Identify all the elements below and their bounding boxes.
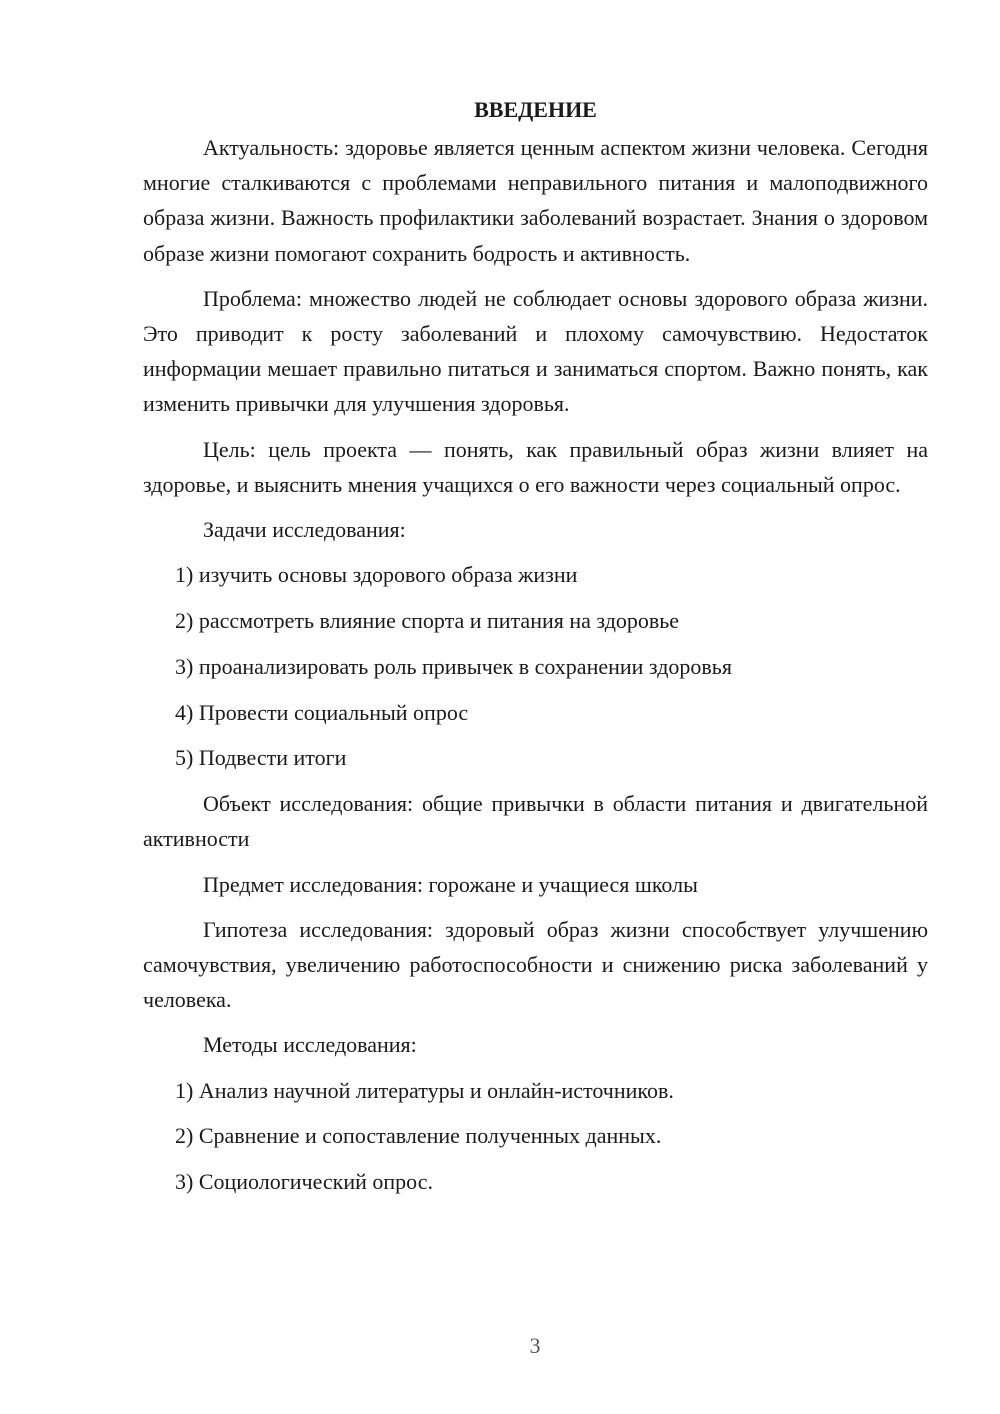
relevance-paragraph: Актуальность: здоровье является ценным аспектом жизни человека. Сегодня многие сталкиваются с проблемами неправильного питания и малоподвижного образа жизни. Важность профилактики заболеваний возрастает. Знания о здоровом образе жизни помогают сохранить бодрость и активность. [143,135,928,266]
list-item: 1) Анализ научной литературы и онлайн-источников. [175,1077,674,1103]
object-paragraph: Объект исследования: общие привычки в области питания и двигательной активности [143,791,928,852]
tasks-title: Задачи исследования: [203,517,406,543]
list-item: 1) изучить основы здорового образа жизни [175,562,578,588]
list-item: 2) рассмотреть влияние спорта и питания на здоровье [175,608,680,634]
page-number: 3 [529,1333,541,1358]
tasks-list [143,557,928,775]
list-item: 5) Подвести итоги [175,745,347,771]
subject-paragraph: Предмет исследования: горожане и учащиеся школы [203,871,698,897]
list-item: 2) Сравнение и сопоставление полученных данных. [175,1123,662,1149]
methods-list [143,1073,928,1200]
hypothesis-paragraph: Гипотеза исследования: здоровый образ жизни способствует улучшению самочувствия, увеличению работоспособности и снижению риска заболеваний у человека. [143,916,928,1013]
goal-paragraph: Цель: цель проекта — понять, как правильный образ жизни влияет на здоровье, и выяснить мнения учащихся о его важности через социальный опрос. [143,436,928,497]
document-page [143,92,928,1210]
list-item: 4) Провести социальный опрос [175,699,469,725]
list-item: 3) проанализировать роль привычек в сохранении здоровья [175,653,732,679]
list-item: 3) Социологический опрос. [175,1169,433,1195]
section-heading: ВВЕДЕНИЕ [474,97,597,122]
methods-title: Методы исследования: [203,1032,417,1058]
problem-paragraph: Проблема: множество людей не соблюдает основы здорового образа жизни. Это приводит к росту заболеваний и плохому самочувствию. Недостаток информации мешает правильно питаться и заниматься спортом. Важно понять, как изменить привычки для улучшения здоровья. [143,285,928,417]
